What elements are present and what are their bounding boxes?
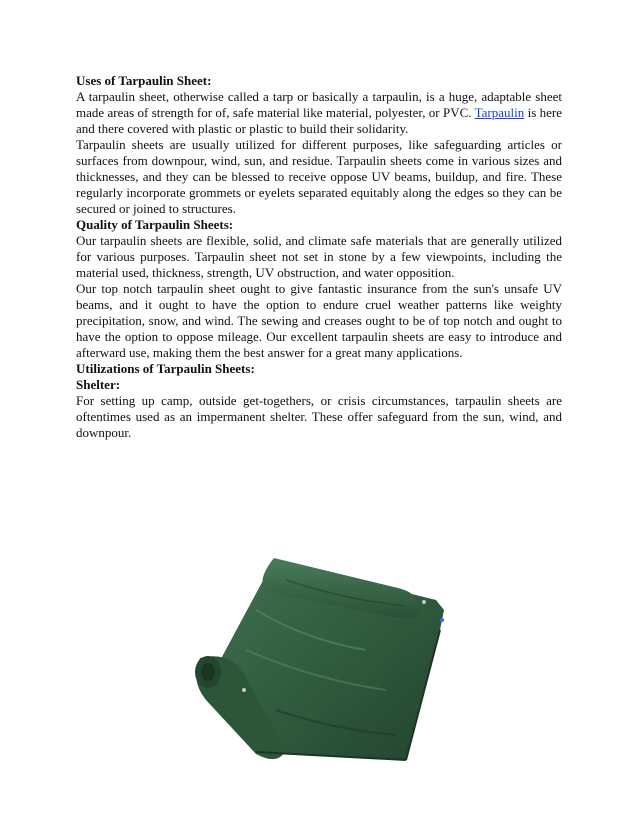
section-heading-uses: Uses of Tarpaulin Sheet:: [76, 73, 212, 88]
section-heading-utilizations: Utilizations of Tarpaulin Sheets:: [76, 361, 255, 376]
grommet-icon: [422, 600, 426, 604]
grommet-icon: [242, 688, 246, 692]
document-body: [76, 73, 562, 441]
paragraph-uses-2: Tarpaulin sheets are usually utilized for different purposes, like safeguarding articles or surfaces from downpour, wind, sun, and residue. Tarpaulin sheets come in various sizes and thicknesses, and they can be blessed to receive oppose UV beams, buildup, and fire. These regularly incorporate grommets or eyelets separated equitably along the edges so they can be secured or joined to structures.: [76, 137, 562, 216]
sub-heading-shelter: Shelter:: [76, 377, 121, 392]
paragraph-text: is here and there covered with plastic or plastic to build their solidarity.: [76, 105, 562, 136]
tarpaulin-image: [186, 540, 456, 780]
paragraph-uses-1: [76, 89, 562, 137]
paragraph-quality-1: Our tarpaulin sheets are flexible, solid, and climate safe materials that are generally utilized for various purposes. Tarpaulin sheet not set in stone by a few viewpoints, including the material used, thickness, strength, UV obstruction, and water opposition.: [76, 233, 562, 280]
section-heading-quality: Quality of Tarpaulin Sheets:: [76, 217, 234, 232]
paragraph-shelter-1: For setting up camp, outside get-togethers, or crisis circumstances, tarpaulin sheets are oftentimes used as an impermanent shelter. These offer safeguard from the sun, wind, and downpour.: [76, 393, 562, 440]
paragraph-quality-2: Our top notch tarpaulin sheet ought to give fantastic insurance from the sun's unsafe UV beams, and it ought to have the option to endure cruel weather patterns like weighty precipitation, snow, and wind. The sewing and creases ought to be of top notch and ought to have the option to oppose mileage. Our excellent tarpaulin sheets are easy to introduce and afterward use, making them the best answer for a great many applications.: [76, 281, 562, 360]
grommet-icon: [440, 618, 444, 622]
tarpaulin-link[interactable]: Tarpaulin: [474, 105, 525, 120]
paragraph-text: A tarpaulin sheet, otherwise called a tarp or basically a tarpaulin, is a huge, adaptable sheet made areas of strength for of, safe material like material, polyester, or PVC.: [76, 89, 562, 120]
rolled-tarpaulin-illustration: [186, 540, 456, 780]
